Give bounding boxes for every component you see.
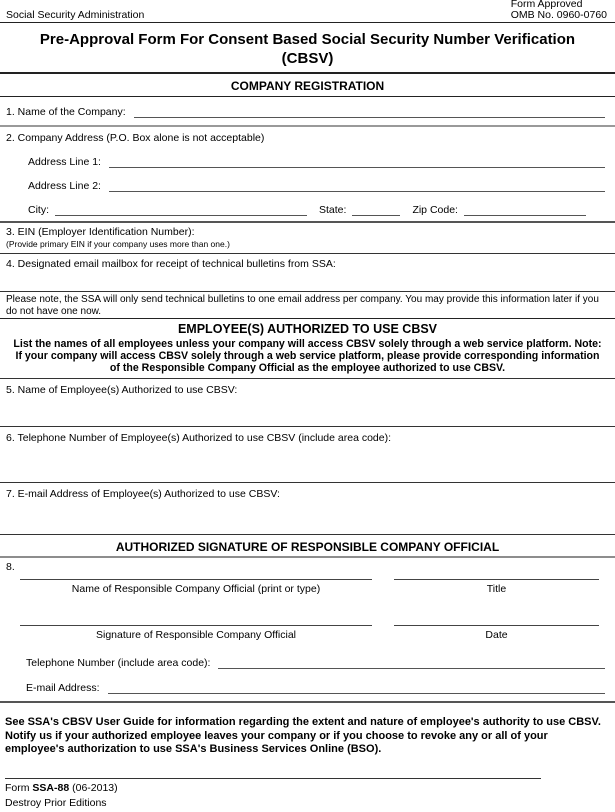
employee-name-field[interactable] xyxy=(6,396,607,426)
employee-email-field[interactable] xyxy=(6,500,607,534)
employees-instructions: List the names of all employees unless your company will access CBSV solely through a web service platform. Note: If your company will access CBSV solely through a web service platform, please provide corresponding information of the Responsible Company Official as the employee authorized to use CBSV. xyxy=(13,338,602,374)
form-title-line2: (CBSV) xyxy=(281,50,334,67)
form-title-line1: Pre-Approval Form For Consent Based Social Security Number Verification xyxy=(39,31,576,48)
item5-employee-name-block xyxy=(0,379,615,427)
official-phone-label: Telephone Number (include area code): xyxy=(26,657,211,669)
ein-sublabel: (Provide primary EIN if your company uses more than one.) xyxy=(6,239,230,249)
ein-field[interactable] xyxy=(250,227,605,249)
form-number: SSA-88 xyxy=(32,782,70,794)
email-mailbox-label: 4. Designated email mailbox for receipt of technical bulletins from SSA: xyxy=(6,258,336,270)
state-field[interactable] xyxy=(352,205,400,216)
item1-company-name-row xyxy=(0,97,615,127)
official-phone-field[interactable] xyxy=(218,659,605,669)
company-address-label: 2. Company Address (P.O. Box alone is not acceptable) xyxy=(6,132,265,144)
address-line1-row xyxy=(28,144,605,168)
date-cell xyxy=(394,625,599,641)
item4-email-mailbox-block xyxy=(0,254,615,292)
official-name-cell xyxy=(20,579,372,595)
form-number-block xyxy=(0,778,615,812)
address-line1-label: Address Line 1: xyxy=(28,156,101,168)
item3-ein-block xyxy=(0,223,615,254)
employee-phone-field[interactable] xyxy=(6,444,607,482)
state-label: State: xyxy=(319,204,347,216)
item8-signature-block xyxy=(0,558,615,703)
section-heading-authorized-signature: AUTHORIZED SIGNATURE OF RESPONSIBLE COMPANY OFFICIAL xyxy=(0,535,615,558)
section-employees-header xyxy=(0,319,615,379)
address-line1-field[interactable] xyxy=(109,157,605,168)
official-email-field[interactable] xyxy=(108,684,605,694)
section-heading-company-registration: COMPANY REGISTRATION xyxy=(0,74,615,97)
official-phone-row xyxy=(26,657,605,669)
user-guide-note: See SSA's CBSV User Guide for information regarding the extent and nature of employee's authority to use CBSV. Notify us if your authorized employee leaves your company or if you choose to revoke any or all of your employee's authorization to use SSA's Business Services Online (BSO). xyxy=(5,716,601,755)
item2-company-address-block xyxy=(0,127,615,223)
official-name-caption: Name of Responsible Company Official (print or type) xyxy=(71,583,321,595)
city-state-zip-row xyxy=(28,192,605,216)
email-mailbox-field[interactable] xyxy=(6,270,607,291)
address-line2-field[interactable] xyxy=(109,181,605,192)
company-name-label: 1. Name of the Company: xyxy=(6,106,126,118)
omb-number: OMB No. 0960-0760 xyxy=(510,9,607,21)
address-line2-row xyxy=(28,168,605,192)
section-heading-employees: EMPLOYEE(S) AUTHORIZED TO USE CBSV xyxy=(177,322,438,336)
form-header xyxy=(0,0,615,23)
signature-date-row xyxy=(20,625,599,641)
name-title-row xyxy=(20,579,599,595)
official-email-label: E-mail Address: xyxy=(26,682,100,694)
item8-number: 8. xyxy=(6,561,15,573)
employee-name-label: 5. Name of Employee(s) Authorized to use CBSV: xyxy=(6,384,238,396)
form-number-line xyxy=(5,779,607,794)
company-name-field[interactable] xyxy=(134,106,605,118)
zip-code-label: Zip Code: xyxy=(412,204,458,216)
official-title-caption: Title xyxy=(486,583,507,595)
form-revision: (06-2013) xyxy=(72,782,118,794)
official-email-row xyxy=(26,682,605,694)
item6-employee-phone-block xyxy=(0,427,615,483)
technical-bulletin-note: Please note, the SSA will only send technical bulletins to one email address per company. You may provide this information later if you do not have one now. xyxy=(0,292,615,319)
official-signature-caption: Signature of Responsible Company Official xyxy=(96,629,296,641)
destroy-prior-editions-note: Destroy Prior Editions xyxy=(5,797,107,809)
official-title-cell xyxy=(394,579,599,595)
form-title xyxy=(0,23,615,74)
form-approved-text: Form Approved xyxy=(510,0,583,10)
zip-code-field[interactable] xyxy=(464,205,586,216)
item7-employee-email-block xyxy=(0,483,615,535)
agency-name: Social Security Administration xyxy=(6,9,145,21)
omb-approval-block xyxy=(511,0,607,21)
ein-label: 3. EIN (Employer Identification Number): xyxy=(6,226,195,238)
address-line2-label: Address Line 2: xyxy=(28,180,101,192)
city-label: City: xyxy=(28,204,49,216)
form-number-prefix: Form xyxy=(5,782,30,794)
official-signature-cell xyxy=(20,625,372,641)
employee-phone-label: 6. Telephone Number of Employee(s) Authorized to use CBSV (include area code): xyxy=(6,432,392,444)
city-field[interactable] xyxy=(55,205,307,216)
date-caption: Date xyxy=(485,629,508,641)
employee-email-label: 7. E-mail Address of Employee(s) Authorized to use CBSV: xyxy=(6,488,280,500)
